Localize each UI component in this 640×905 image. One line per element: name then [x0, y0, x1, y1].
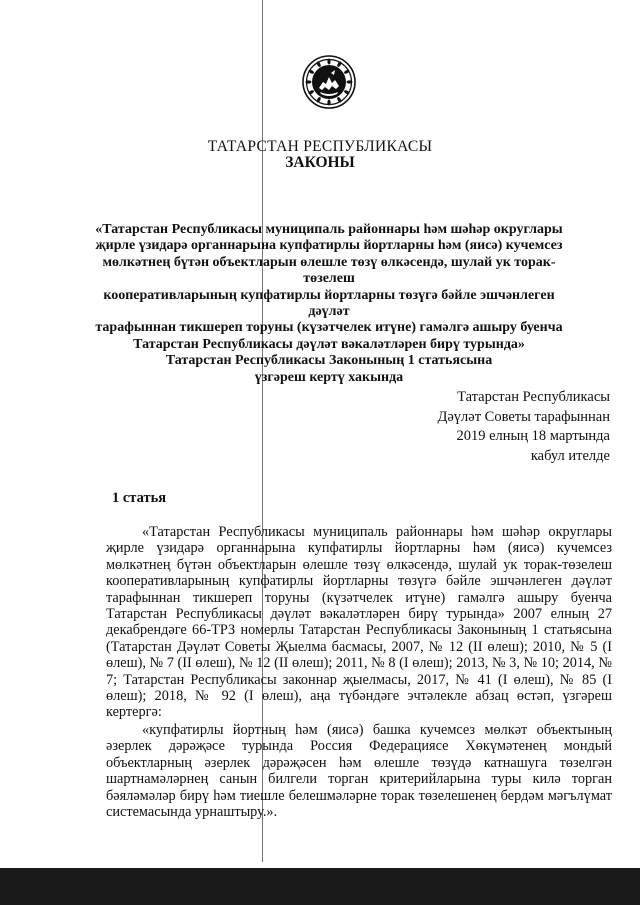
tatarstan-coat-of-arms	[302, 55, 356, 109]
title-line: Татарстан Республикасы Законының 1 статьясына	[165, 353, 493, 369]
title-line: кооперативларының купфатирлы йортларны төзүгә бәйле эшчәнлеген дәүләт	[103, 287, 555, 320]
law-heading: ЗАКОНЫ	[285, 154, 355, 171]
adoption-line: кабул ителде	[530, 447, 610, 464]
title-line: Татарстан Республикасы дәүләт вәкаләтләрен бирү турында»	[133, 336, 525, 352]
title-line: үзгәреш кертү хакында	[254, 369, 404, 385]
title-line: мөлкәтнең бүтән объектларын өлешле төзү өлкәсендә, шулай ук торак-төзелеш	[102, 254, 556, 287]
adoption-block	[350, 388, 610, 466]
article-heading: 1 статья	[112, 490, 167, 506]
paragraph: «купфатирлы йортның һәм (яисә) башка кучемсез мөлкәт объектының әзерлек дәрәҗәсе турында Россия Федерациясе Хөкүмәтенең мондый объектларның әзерлек дәрәҗәсен һәм өлешле төзүдә катнашуга төзелгән шартнамәләрнең санын билгели торган критерийларына туры килә торган бәяләмәләр бирү һәм тиешле белешмәләрне торак төзелешенең бердәм мәгълүмат системасында урнаштыру.».	[106, 721, 612, 820]
adoption-line: Дәүләт Советы тарафыннан	[437, 408, 610, 425]
adoption-line: Татарстан Республикасы	[457, 389, 610, 405]
adoption-date: 2019 елның 18 мартында	[456, 428, 610, 444]
law-title	[90, 222, 568, 386]
paragraph: «Татарстан Республикасы муниципаль районнары һәм шәһәр округлары җирле үзидарә органнарына купфатирлы йортларны һәм (яисә) кучемсез мөлкәтнең бүтән объектларын өлешле төзү өлкәсендә, шулай ук торак-төзелеш кооперативларының купфатирлы йортларны төзүгә бәйле эшчәнлеген дәүләт тарафыннан тикшереп торуны (күзәтчелек итүне) гамәлгә ашыру буенча Татарстан Республикасы дәүләт вәкаләтләрен бирү турында» 2007 елның 27 декабрендәге 66-ТРЗ номерлы Татарстан Республикасы Законының 1 статьясына (Татарстан Дәүләт Советы Җыелма басмасы, 2007, № 12 (II өлеш); 2010, № 5 (I өлеш), № 7 (II өлеш), № 12 (II өлеш); 2011, № 8 (I өлеш); 2013, № 3, № 10; 2014, № 7; Татарстан Республикасы законнар җыелмасы, 2017, № 41 (I өлеш), № 85 (I өлеш); 2018, № 92 (I өлеш), аңа түбәндәге эчтәлекле абзац өстәп, үзгәреш кертергә:	[106, 524, 612, 721]
title-line: җирле үзидарә органнарына купфатирлы йортларны һәм (яисә) кучемсез	[95, 238, 563, 254]
title-line: «Татарстан Республикасы муниципаль районнары һәм шәһәр округлары	[95, 222, 563, 237]
scan-bottom-edge	[0, 868, 640, 905]
republic-heading: ТАТАРСТАН РЕСПУБЛИКАСЫ	[207, 138, 433, 155]
title-line: тарафыннан тикшереп торуны (күзәтчелек итүне) гамәлгә ашыру буенча	[95, 320, 563, 336]
article-body	[106, 524, 612, 820]
